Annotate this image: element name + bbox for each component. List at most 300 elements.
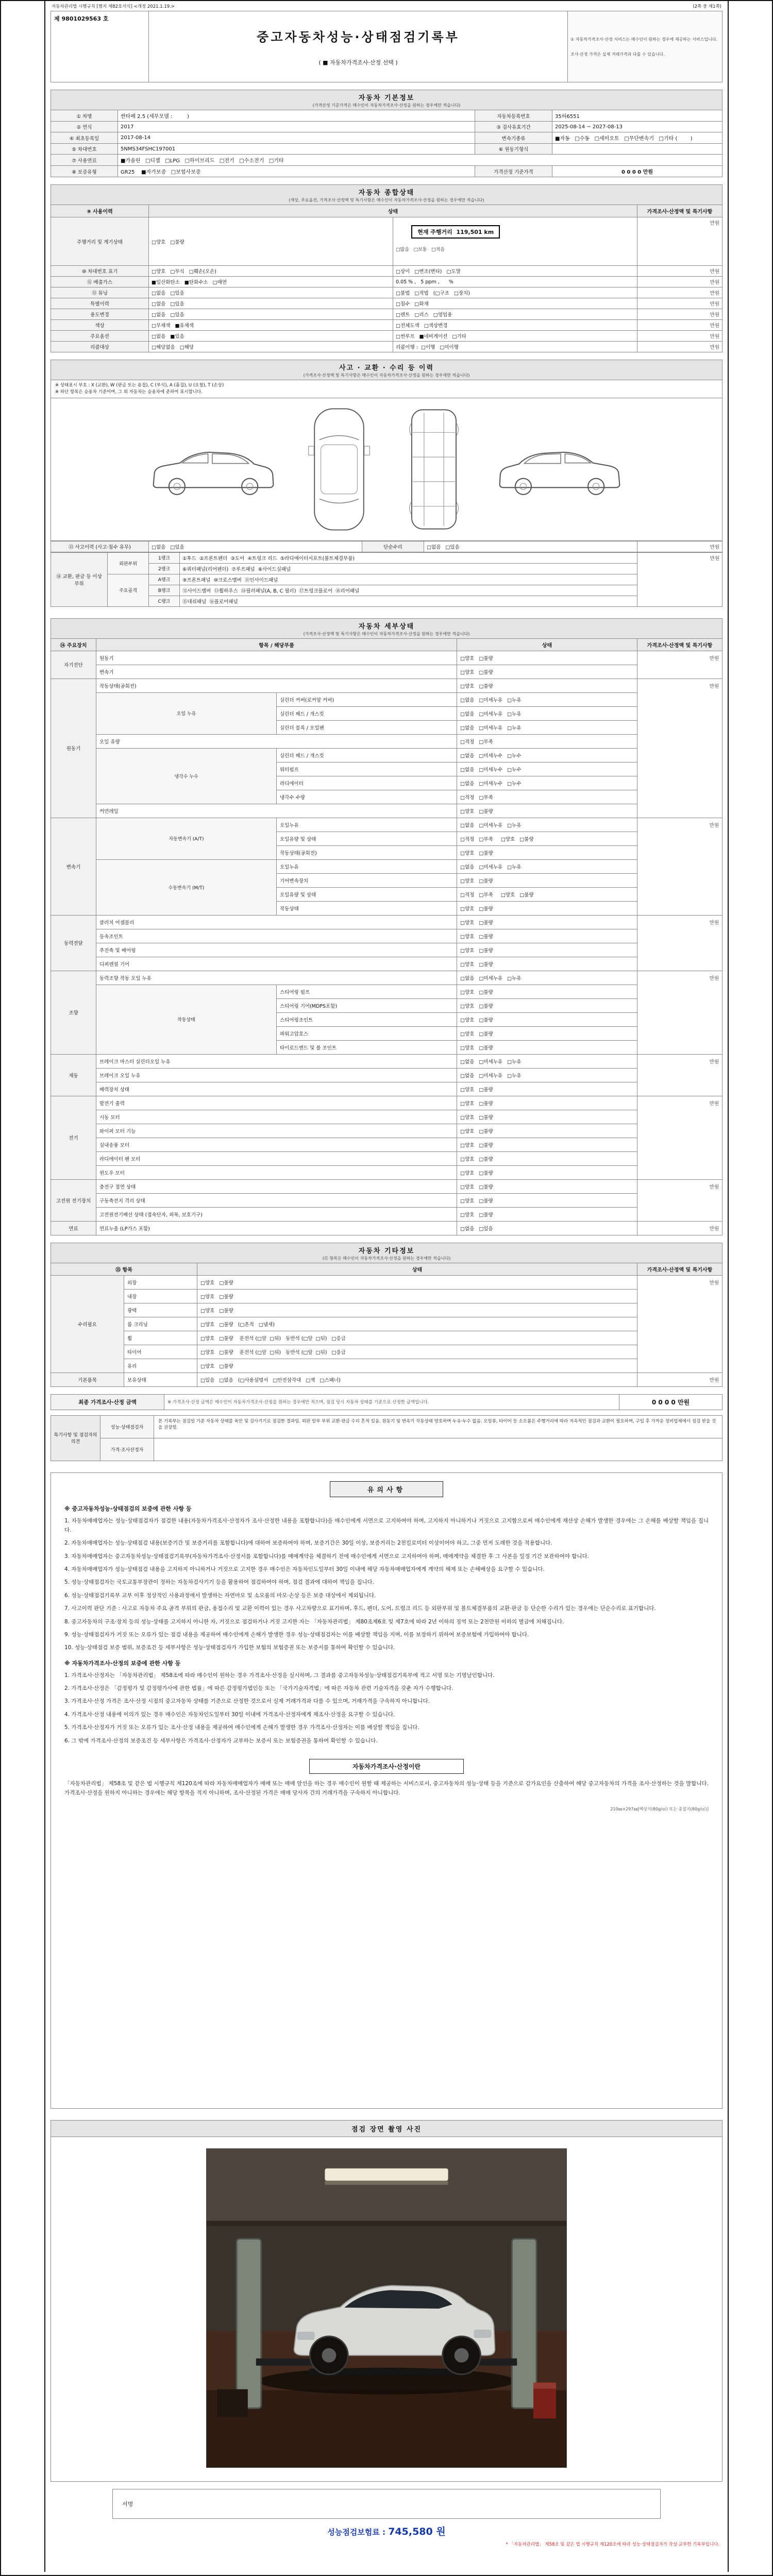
item-label: 외장 bbox=[124, 1275, 197, 1289]
notice-item: 6. 성능·상태점검기록부 교부 이후 정상적인 사용과정에서 발생하는 자연마모 및 소모품의 마모·손상 등은 보증 대상에서 제외됩니다. bbox=[64, 1592, 376, 1599]
item-label: 오일유량 및 상태 bbox=[277, 887, 457, 901]
item-state: □양호 □불량 bbox=[457, 1124, 637, 1138]
field-label: ⑧ 보증유형 bbox=[51, 166, 118, 177]
inspection-premium bbox=[51, 2524, 722, 2538]
item-state: □해당없음 □해당 bbox=[149, 342, 393, 352]
item-label: 라디에이터 팬 모터 bbox=[96, 1151, 457, 1165]
table-row bbox=[51, 1138, 722, 1151]
mileage-label: 현재 주행거리 bbox=[417, 229, 452, 235]
inspection-photo bbox=[206, 2148, 567, 2468]
table-row bbox=[51, 804, 722, 818]
item-state: □없음 □있음 bbox=[149, 309, 393, 320]
item-state: □없음 □있음 bbox=[149, 298, 393, 309]
field-label: ② 연식 bbox=[51, 122, 118, 132]
table-row bbox=[51, 971, 722, 985]
mileage-grade: □많음 □보통 □적음 bbox=[396, 247, 445, 252]
group-label: 자기진단 bbox=[51, 651, 96, 679]
item-state: □없음 □미세누수 □누수 bbox=[457, 776, 637, 790]
exchange-panel-table bbox=[51, 552, 722, 607]
table-row bbox=[51, 122, 722, 132]
premium-value: 745,580 원 bbox=[388, 2526, 446, 2537]
item-state: □양호 □불량 운전석 (□앞 □뒤) 동반석 (□앞 □뒤) □응급 bbox=[197, 1345, 637, 1359]
table-row bbox=[51, 1124, 722, 1138]
item-label: 스티어링조인트 bbox=[277, 1012, 457, 1026]
item-label: 기어변속장치 bbox=[277, 873, 457, 887]
valuation-definition-title: 자동차가격조사·산정이란 bbox=[309, 1759, 464, 1774]
subgroup-label: 냉각수 누수 bbox=[96, 748, 277, 804]
item-label: 보유상태 bbox=[124, 1372, 197, 1386]
table-header-row bbox=[51, 1263, 722, 1275]
table-row bbox=[51, 166, 722, 177]
subgroup-label: 수동변속기 (M/T) bbox=[96, 859, 277, 915]
etc-info-table bbox=[51, 1263, 722, 1387]
signature-box bbox=[112, 2489, 661, 2519]
item-state: □침수 □화재 bbox=[393, 298, 637, 309]
form-reference: 자동차관리법 시행규칙 [별지 제82호서식] <개정 2021.1.19.> bbox=[52, 4, 175, 9]
table-row bbox=[51, 144, 722, 155]
etc-section-title: 자동차 기타정보 bbox=[358, 1247, 415, 1255]
table-row bbox=[51, 651, 722, 665]
comprehensive-state-table bbox=[51, 205, 722, 352]
price-cell: 만원 bbox=[637, 552, 722, 606]
item-state: □없음 □미세누유 □누유 bbox=[457, 692, 637, 706]
field-value: 2025-08-14 ~ 2027-08-13 bbox=[552, 122, 722, 132]
table-row bbox=[51, 1096, 722, 1110]
item-state: □양호 □불량 bbox=[457, 998, 637, 1012]
current-mileage-box bbox=[411, 225, 500, 239]
table-row bbox=[51, 1372, 722, 1386]
field-value bbox=[552, 144, 722, 155]
table-row bbox=[51, 574, 722, 585]
item-state: □양호 □불량 bbox=[457, 679, 637, 692]
table-row bbox=[51, 1082, 722, 1096]
notice-item: 1. 가격조사·산정자는 「자동차관리법」 제58조에 따라 매수인이 원하는 경우 가격조사·산정을 실시하며, 그 결과를 중고자동차성능·상태점검기록부에 적고 서명 또는 기명날인합니다. bbox=[64, 1672, 495, 1679]
field-label: 자동차등록번호 bbox=[475, 110, 552, 122]
item-label: 실린더 헤드 / 개스킷 bbox=[277, 706, 457, 720]
accident-history-label: ⑬ 사고이력 (사고·침수 유무) bbox=[51, 541, 149, 552]
item-state: □없음 □미세누유 □누유 bbox=[457, 859, 637, 873]
car-underbody-diagram bbox=[395, 403, 473, 536]
table-row bbox=[51, 1110, 722, 1124]
item-label: 타이로드엔드 및 볼 조인트 bbox=[277, 1040, 457, 1054]
notice-item: 3. 자동차매매업자는 중고자동차성능·상태점검기록부(자동차가격조사·산정서를 포함합니다)를 매매계약을 체결하기 전에 매수인에게 서면으로 고지하여야 하며, 매매계약을 체결한 후 그 사본을 일정 기간 보관하여야 합니다. bbox=[64, 1553, 589, 1560]
table-row bbox=[51, 298, 722, 309]
item-label: 유리 bbox=[124, 1359, 197, 1372]
item-label: 변속기 bbox=[96, 665, 457, 679]
notice-subheading-2: ※ 자동차가격조사·산정의 보증에 관한 사항 등 bbox=[64, 1659, 181, 1667]
item-state: □양호 □불량 bbox=[457, 957, 637, 971]
item-state: □없음 □있음 bbox=[457, 1221, 637, 1235]
legend-line1: ※ 상태표시 부호 : X (교환), W (판금 또는 용접), C (부식), A (흠집), U (요철), T (손상) bbox=[55, 383, 224, 388]
price-cell: 만원 bbox=[637, 217, 722, 266]
section-detail-state bbox=[51, 618, 722, 1235]
item-label: 디퍼렌셜 기어 bbox=[96, 957, 457, 971]
notice-item: 4. 자동차매매업자가 성능·상태점검 내용을 고지하지 아니하거나 거짓으로 고지한 경우 매수인은 자동차인도일부터 30일 이내에 해당 자동차매매업자에게 계약의 해제 또는 손해배상을 요구할 수 있습니다. bbox=[64, 1566, 545, 1572]
rank-label: 1랭크 bbox=[149, 552, 180, 563]
price-cell: 만원 bbox=[637, 342, 722, 352]
item-label: 구동축전지 격리 상태 bbox=[96, 1193, 457, 1207]
table-row bbox=[51, 541, 722, 552]
table-row bbox=[51, 1151, 722, 1165]
item-label: 작동상태(공회전) bbox=[277, 845, 457, 859]
column-header: 상태 bbox=[457, 638, 637, 651]
item-state: □양호 □불량 bbox=[457, 873, 637, 887]
field-label: ④ 최초등록일 bbox=[51, 132, 118, 144]
table-row bbox=[51, 915, 722, 929]
table-row bbox=[51, 859, 722, 873]
notice-subheading-1: ※ 중고자동차성능·상태점검의 보증에 관한 사항 등 bbox=[64, 1505, 192, 1512]
notice-list-inspection bbox=[64, 1516, 709, 1653]
column-header: 가격조사·산정액 및 특기사항 bbox=[637, 1263, 722, 1275]
notice-item: 3. 가격조사·산정 가격은 조사·산정 시점의 중고자동차 상태를 기준으로 산정한 것으로서 실제 거래가격과 다를 수 있으며, 거래가격을 구속하지 아니합니다. bbox=[64, 1698, 430, 1705]
table-row bbox=[51, 985, 722, 998]
comp-section-head bbox=[51, 184, 722, 205]
premium-label: 성능점검보험료 : bbox=[327, 2527, 385, 2537]
signature-label: 서명 bbox=[122, 2500, 133, 2507]
item-label: 라디에이터 bbox=[277, 776, 457, 790]
rank-label: B랭크 bbox=[149, 585, 180, 596]
rank-parts: ⑫사이드멤버 ⑬휠하우스 ⑭필러패널(A, B, C 필러) ⑰트렁크플로어 ⑱리어패널 bbox=[180, 585, 637, 596]
table-row bbox=[51, 1394, 722, 1410]
notice-item: 8. 중고자동차의 구조·장치 등의 성능·상태를 고지하지 아니한 자, 거짓으로 점검하거나 거짓 고지한 자는 「자동차관리법」 제80조제6호 및 제7호에 따라 2년 이하의 징역 또는 2천만원 이하의 벌금에 처해집니다. bbox=[64, 1618, 564, 1625]
group-label: 원동기 bbox=[51, 679, 96, 818]
inspection-photo-image bbox=[207, 2149, 566, 2467]
item-state: ■일산화탄소 ■탄화수소 □매연 bbox=[149, 277, 393, 287]
item-state: □무채색 ■유채색 bbox=[149, 320, 393, 331]
state-mark-legend bbox=[51, 380, 722, 398]
item-state: □양호 □불량 bbox=[457, 915, 637, 929]
column-header: ⑮ 항목 bbox=[51, 1263, 197, 1275]
main-frame-label: 주요골격 bbox=[108, 574, 149, 606]
item-label: 파워고압호스 bbox=[277, 1026, 457, 1040]
item-label: 워터펌프 bbox=[277, 762, 457, 776]
final-price-note: ※ 가격조사·산정 금액은 매수인이 자동차가격조사·산정을 원하는 경우에만 적으며, 점검 당시 자동차 상태를 기준으로 산정한 금액입니다. bbox=[164, 1394, 619, 1410]
subgroup-label: 자동변속기 (A/T) bbox=[96, 818, 277, 859]
column-header: 항목 / 해당부품 bbox=[96, 638, 457, 651]
notice-list-appraisal bbox=[64, 1671, 709, 1745]
item-state: □상이 □변조(변타) □도말 bbox=[393, 266, 637, 277]
item-label: 브레이크 마스터 실린더오일 누유 bbox=[96, 1054, 457, 1068]
price-cell: 만원 bbox=[637, 1275, 722, 1372]
item-state: □양호 □불량 bbox=[457, 845, 637, 859]
legend-line2: ※ 하단 항목은 승용차 기준이며, 그 외 자동차는 승용차에 준하여 표시합니다. bbox=[55, 389, 203, 395]
notice-item: 1. 자동차매매업자는 성능·상태점검자가 점검한 내용(자동차가격조사·산정자가 조사·산정한 내용을 포함합니다)을 매수인에게 서면으로 고지하여야 하며, 고지하지 아니하거나 거짓으로 고지함으로써 매수인에게 재산상 손해가 발생한 경우에는 그 손해를 배상할 책임을 집니다. bbox=[64, 1517, 709, 1533]
photo-wrapper bbox=[51, 2137, 722, 2481]
item-label: 와이퍼 모터 기능 bbox=[96, 1124, 457, 1138]
header-side-note bbox=[568, 11, 722, 82]
table-row bbox=[51, 1317, 722, 1331]
table-row bbox=[51, 552, 722, 563]
item-label: 실린더 헤드 / 개스킷 bbox=[277, 748, 457, 762]
item-state: □양호 □불량 (□흔적 □냄새) bbox=[197, 1317, 637, 1331]
table-row bbox=[51, 692, 722, 706]
column-header: 가격조사·산정액 및 특기사항 bbox=[637, 638, 722, 651]
item-state: □전체도색 □색상변경 bbox=[393, 320, 637, 331]
item-state: □양호 □불량 bbox=[457, 1040, 637, 1054]
etc-section-head bbox=[51, 1243, 722, 1263]
item-label: 고전원전기배선 상태 (접속단자, 피복, 보호기구) bbox=[96, 1207, 457, 1221]
group-label: 수리필요 bbox=[51, 1275, 124, 1372]
section-notices bbox=[51, 1472, 722, 2109]
accident-section-note: (가격조사·산정액 및 특기사항은 매수인이 자동차가격조사·산정을 원하는 경우에만 적습니다) bbox=[303, 373, 470, 378]
column-header: ⑭ 주요장치 bbox=[51, 638, 96, 651]
column-header: 가격조사·산정액 및 특기사항 bbox=[637, 205, 722, 217]
comp-section-note: (색상, 주요옵션, 가격조사·산정액 및 특기사항은 매수인이 자동차가격조사·산정을 원하는 경우에만 적습니다) bbox=[289, 198, 484, 202]
car-side-left-diagram bbox=[144, 436, 283, 503]
final-price-value: 0 0 0 0 만원 bbox=[619, 1394, 722, 1410]
table-row bbox=[51, 155, 722, 166]
item-state: □양호 □불량 bbox=[457, 1179, 637, 1193]
price-cell: 만원 bbox=[637, 541, 722, 552]
detail-section-title: 자동차 세부상태 bbox=[358, 622, 415, 631]
item-state: □없음 □미세누유 □누유 bbox=[457, 971, 637, 985]
field-value: ■자동 □수동 □세미오토 □무단변속기 □기타 ( ) bbox=[552, 132, 722, 144]
notice-item: 2. 가격조사·산정은 「감정평가 및 감정평가사에 관한 법률」에 따른 감정평가법인등 또는 「국가기술자격법」에 따른 자동차 관련 기술자격을 갖춘 자가 수행합니다. bbox=[64, 1685, 453, 1691]
price-cell: 만원 bbox=[637, 651, 722, 679]
item-state: □양호 □불량 bbox=[457, 1082, 637, 1096]
table-row bbox=[51, 1221, 722, 1235]
table-header-row bbox=[51, 638, 722, 651]
item-label: 실린더 블록 / 오일팬 bbox=[277, 720, 457, 734]
column-header: ⑨ 사용이력 bbox=[51, 205, 149, 217]
outer-panel-label: 외판부위 bbox=[108, 552, 149, 574]
table-row bbox=[51, 596, 722, 606]
item-label: 특별이력 bbox=[51, 298, 149, 309]
item-label: 동력조향 작동 오일 누유 bbox=[96, 971, 457, 985]
section-comprehensive-state bbox=[51, 184, 722, 352]
item-state: □없음 ■있음 bbox=[149, 331, 393, 342]
group-label: 전기 bbox=[51, 1096, 96, 1179]
item-state: □없음 □미세누수 □누수 bbox=[457, 748, 637, 762]
item-state: □적정 □부족 bbox=[457, 734, 637, 748]
item-state: □양호 □불량 bbox=[457, 1151, 637, 1165]
page-indicator: (2쪽 중 제1쪽) bbox=[693, 4, 721, 9]
price-cell: 만원 bbox=[637, 1372, 722, 1386]
item-label: 주행거리 및 계기상태 bbox=[51, 217, 149, 266]
rank-parts: ⑨프론트패널 ⑩크로스멤버 ⑪인사이드패널 bbox=[180, 574, 637, 585]
column-header: 상태 bbox=[149, 205, 637, 217]
photo-section-title: 점검 장면 촬영 사진 bbox=[51, 2121, 722, 2137]
item-state: □적정 □부족 □양호 □불량 bbox=[457, 832, 637, 845]
item-label: 추진축 및 베어링 bbox=[96, 943, 457, 957]
price-cell: 만원 bbox=[637, 818, 722, 915]
paper-spec-note: 210㎜×297㎜[백상지(80g/㎡) 또는 중질지(80g/㎡)] bbox=[610, 1806, 709, 1811]
table-row bbox=[51, 277, 722, 287]
etc-section-note: (⑮ 항목은 매수인이 자동차가격조사·산정을 원하는 경우에만 적습니다) bbox=[322, 1256, 451, 1261]
table-row bbox=[51, 679, 722, 692]
price-cell: 만원 bbox=[637, 298, 722, 309]
rank-label: 2랭크 bbox=[149, 563, 180, 574]
price-cell: 만원 bbox=[637, 331, 722, 342]
item-state: □양호 □불량 bbox=[457, 804, 637, 818]
item-state: □없음 □미세누수 □누수 bbox=[457, 762, 637, 776]
price-cell: 만원 bbox=[637, 320, 722, 331]
group-label: 변속기 bbox=[51, 818, 96, 915]
table-row bbox=[51, 748, 722, 762]
simple-repair-state: □없음 □있음 bbox=[424, 541, 637, 552]
item-state: □양호 □불량 bbox=[457, 651, 637, 665]
basic-info-table bbox=[51, 110, 722, 177]
top-note bbox=[51, 3, 722, 11]
item-label: 휠 bbox=[124, 1331, 197, 1345]
item-state: □양호 □불량 bbox=[457, 1165, 637, 1179]
table-row bbox=[51, 217, 722, 266]
field-label: 가격산정 기준가격 bbox=[475, 166, 552, 177]
table-row bbox=[51, 1415, 722, 1438]
item-state: 리콜이행 : □이행 □미이행 bbox=[393, 342, 637, 352]
item-label: 커먼레일 bbox=[96, 804, 457, 818]
table-row bbox=[51, 1165, 722, 1179]
item-label: ⑪ 배출가스 bbox=[51, 277, 149, 287]
subgroup-label: 오일 누유 bbox=[96, 692, 277, 734]
section-etc-info bbox=[51, 1243, 722, 1387]
item-state: □있음 □없음 (□사용설명서 □안전삼각대 □잭 □스패너) bbox=[197, 1372, 637, 1386]
group-label: 조향 bbox=[51, 971, 96, 1054]
legal-footnote: * 「자동차관리법」 제58조 및 같은 법 시행규칙 제120조에 따라 성능·상태점검자가 작성·교부한 기록부입니다. bbox=[506, 2541, 719, 2547]
notice-item: 7. 사고이력 판단 기준 : 사고로 자동차 주요 골격 부위의 판금, 용접수리 및 교환 이력이 있는 경우 사고차량으로 표기하며, 후드, 펜더, 도어, 트렁크 리드 등 외판부위 및 볼트체결부품의 교환·판금 등 단순한 수리가 있는 경우에는 단순수리로 표기합니다. bbox=[64, 1605, 656, 1612]
item-state: □없음 □미세누유 □누유 bbox=[457, 706, 637, 720]
document bbox=[44, 1, 729, 2572]
table-row bbox=[51, 1331, 722, 1345]
item-label: 작동상태(공회전) bbox=[96, 679, 457, 692]
document-subtitle: ( ■ 자동차가격조사·산정 선택 ) bbox=[318, 59, 398, 66]
group-label: 제동 bbox=[51, 1054, 96, 1096]
item-label: 주요옵션 bbox=[51, 331, 149, 342]
field-value: 35허6551 bbox=[552, 110, 722, 122]
item-label: 윈도우 모터 bbox=[96, 1165, 457, 1179]
item-state: □양호 □불량 bbox=[457, 985, 637, 998]
item-label: 광택 bbox=[124, 1303, 197, 1317]
detail-section-head bbox=[51, 618, 722, 638]
item-state: □양호 □불량 bbox=[457, 665, 637, 679]
rank-parts: ①후드 ②프론트펜더 ③도어 ④트렁크 리드 ⑤라디에이터서포트(볼트체결부품) bbox=[180, 552, 637, 563]
item-label: 오일누유 bbox=[277, 818, 457, 832]
price-cell: 만원 bbox=[637, 277, 722, 287]
notice-item: 4. 가격조사·산정 내용에 이의가 있는 경우 매수인은 자동차인도일부터 30일 이내에 가격조사·산정자에게 재조사·산정을 요구할 수 있습니다. bbox=[64, 1711, 395, 1718]
table-row bbox=[51, 1289, 722, 1303]
item-state: □양호 □불량 bbox=[457, 943, 637, 957]
table-row bbox=[51, 1303, 722, 1317]
field-value: 5NMS34FSHC197001 bbox=[118, 144, 475, 155]
table-row bbox=[51, 1275, 722, 1289]
notice-item: 5. 성능·상태점검자는 국토교통부장관이 정하는 자동차검사기기 등을 활용하여 점검하여야 하며, 점검 결과에 대하여 책임을 집니다. bbox=[64, 1579, 374, 1586]
item-label: 실내송풍 모터 bbox=[96, 1138, 457, 1151]
item-state: □없음 □미세누유 □누유 bbox=[457, 818, 637, 832]
item-state: □양호 □불량 운전석 (□앞 □뒤) 동반석 (□앞 □뒤) □응급 bbox=[197, 1331, 637, 1345]
header-block bbox=[51, 11, 722, 82]
basic-section-head bbox=[51, 90, 722, 110]
item-label: 내장 bbox=[124, 1289, 197, 1303]
price-cell: 만원 bbox=[637, 1054, 722, 1096]
rank-label: C랭크 bbox=[149, 596, 180, 606]
item-state: □썬루프 ■네비게이션 □기타 bbox=[393, 331, 637, 342]
price-cell: 만원 bbox=[637, 266, 722, 277]
mileage-value: 119,501 km bbox=[456, 229, 494, 235]
car-damage-diagrams bbox=[51, 398, 722, 541]
comp-section-title: 자동차 종합상태 bbox=[358, 189, 415, 197]
group-label: 연료 bbox=[51, 1221, 96, 1235]
field-label: ③ 검사유효기간 bbox=[475, 122, 552, 132]
item-state: 0.05 % , 5 ppm , % bbox=[393, 277, 637, 287]
item-label: 실린더 커버(로커암 커버) bbox=[277, 692, 457, 706]
item-label: ⑫ 튜닝 bbox=[51, 287, 149, 298]
item-state: □양호 □불량 bbox=[457, 929, 637, 943]
section-accident-history bbox=[51, 360, 722, 607]
item-state: □양호 □불량 bbox=[197, 1359, 637, 1372]
item-label: 등속조인트 bbox=[96, 929, 457, 943]
item-state: □적정 □부족 bbox=[457, 790, 637, 804]
accident-history-state: □없음 □있음 bbox=[149, 541, 362, 552]
car-top-view-diagram bbox=[300, 403, 378, 536]
table-row bbox=[51, 320, 722, 331]
notice-item: 5. 가격조사·산정자가 거짓 또는 오류가 있는 조사·산정 내용을 제공하여 매수인에게 손해가 발생한 경우 가격조사·산정자는 이를 배상할 책임을 집니다. bbox=[64, 1724, 419, 1731]
item-label: 연료누출 (LP가스 포함) bbox=[96, 1221, 457, 1235]
car-side-right-diagram bbox=[490, 436, 629, 503]
simple-repair-label: 단순수리 bbox=[362, 541, 424, 552]
section-inspection-photo bbox=[51, 2120, 722, 2482]
rank-parts: ⑥쿼터패널(리어펜더) ⑦루프패널 ⑧사이드실패널 bbox=[180, 563, 637, 574]
item-state: □양호 □불량 bbox=[457, 1138, 637, 1151]
notice-title: 유의사항 bbox=[330, 1481, 443, 1497]
notice-item: 2. 자동차매매업자는 성능·상태점검 내용(보증기간 및 보증거리를 포함합니다)에 대하여 보증하여야 하며, 보증기간은 30일 이상, 보증거리는 2천킬로미터 이상이어야 하고, 그중 먼저 도래한 것을 적용합니다. bbox=[64, 1540, 552, 1547]
item-state: □적정 □부족 □양호 □불량 bbox=[457, 887, 637, 901]
final-price-label: 최종 가격조사·산정 금액 bbox=[51, 1394, 164, 1410]
item-state: □양호 □불량 bbox=[457, 901, 637, 915]
price-cell: 만원 bbox=[637, 1179, 722, 1221]
title-cell bbox=[149, 11, 568, 82]
table-row bbox=[51, 1193, 722, 1207]
appraiser-remark bbox=[154, 1438, 722, 1461]
item-label: 타이어 bbox=[124, 1345, 197, 1359]
table-row bbox=[51, 1438, 722, 1461]
item-state: □양호 □불량 bbox=[457, 1012, 637, 1026]
item-state: □양호 □불량 bbox=[457, 1110, 637, 1124]
table-header-row bbox=[51, 205, 722, 217]
report-number: 제 9801029563 호 bbox=[51, 11, 149, 82]
group-label: 고전원 전기장치 bbox=[51, 1179, 96, 1221]
item-label: ⑩ 차대번호 표기 bbox=[51, 266, 149, 277]
item-label: 오일누유 bbox=[277, 859, 457, 873]
table-row bbox=[51, 1054, 722, 1068]
group-label: 기본품목 bbox=[51, 1372, 124, 1386]
table-row bbox=[51, 132, 722, 144]
mileage-cell bbox=[393, 217, 637, 266]
item-label: 룸 크리닝 bbox=[124, 1317, 197, 1331]
item-label: 리콜대상 bbox=[51, 342, 149, 352]
table-row bbox=[51, 929, 722, 943]
table-row bbox=[51, 342, 722, 352]
item-state: □양호 □불량 bbox=[457, 1096, 637, 1110]
price-cell: 만원 bbox=[637, 309, 722, 320]
remarks-header: 특기사항 및 점검자의 의견 bbox=[51, 1415, 100, 1461]
header-note-line2: 조사·산정 가격은 실제 거래가격과 다를 수 있습니다. bbox=[570, 52, 665, 57]
detail-state-table bbox=[51, 638, 722, 1235]
price-cell: 만원 bbox=[637, 1221, 722, 1235]
item-label: 스티어링 펌프 bbox=[277, 985, 457, 998]
group-label: 동력전달 bbox=[51, 915, 96, 971]
item-label: 색상 bbox=[51, 320, 149, 331]
item-label: 충전구 절연 상태 bbox=[96, 1179, 457, 1193]
item-label: 배력장치 상태 bbox=[96, 1082, 457, 1096]
item-label: 시동 모터 bbox=[96, 1110, 457, 1124]
header-note-line1: ① 자동차가격조사·산정 서비스는 매수인이 원하는 경우에 제공하는 서비스입니다. bbox=[570, 37, 718, 42]
exchange-label: ⑭ 교환, 판금 등 이상 부위 bbox=[51, 552, 108, 606]
table-row bbox=[51, 1359, 722, 1372]
item-state: □양호 □불량 bbox=[457, 1207, 637, 1221]
item-state: □없음 □미세누유 □누유 bbox=[457, 720, 637, 734]
field-label: ⑦ 사용연료 bbox=[51, 155, 118, 166]
item-label: 발전기 출력 bbox=[96, 1096, 457, 1110]
